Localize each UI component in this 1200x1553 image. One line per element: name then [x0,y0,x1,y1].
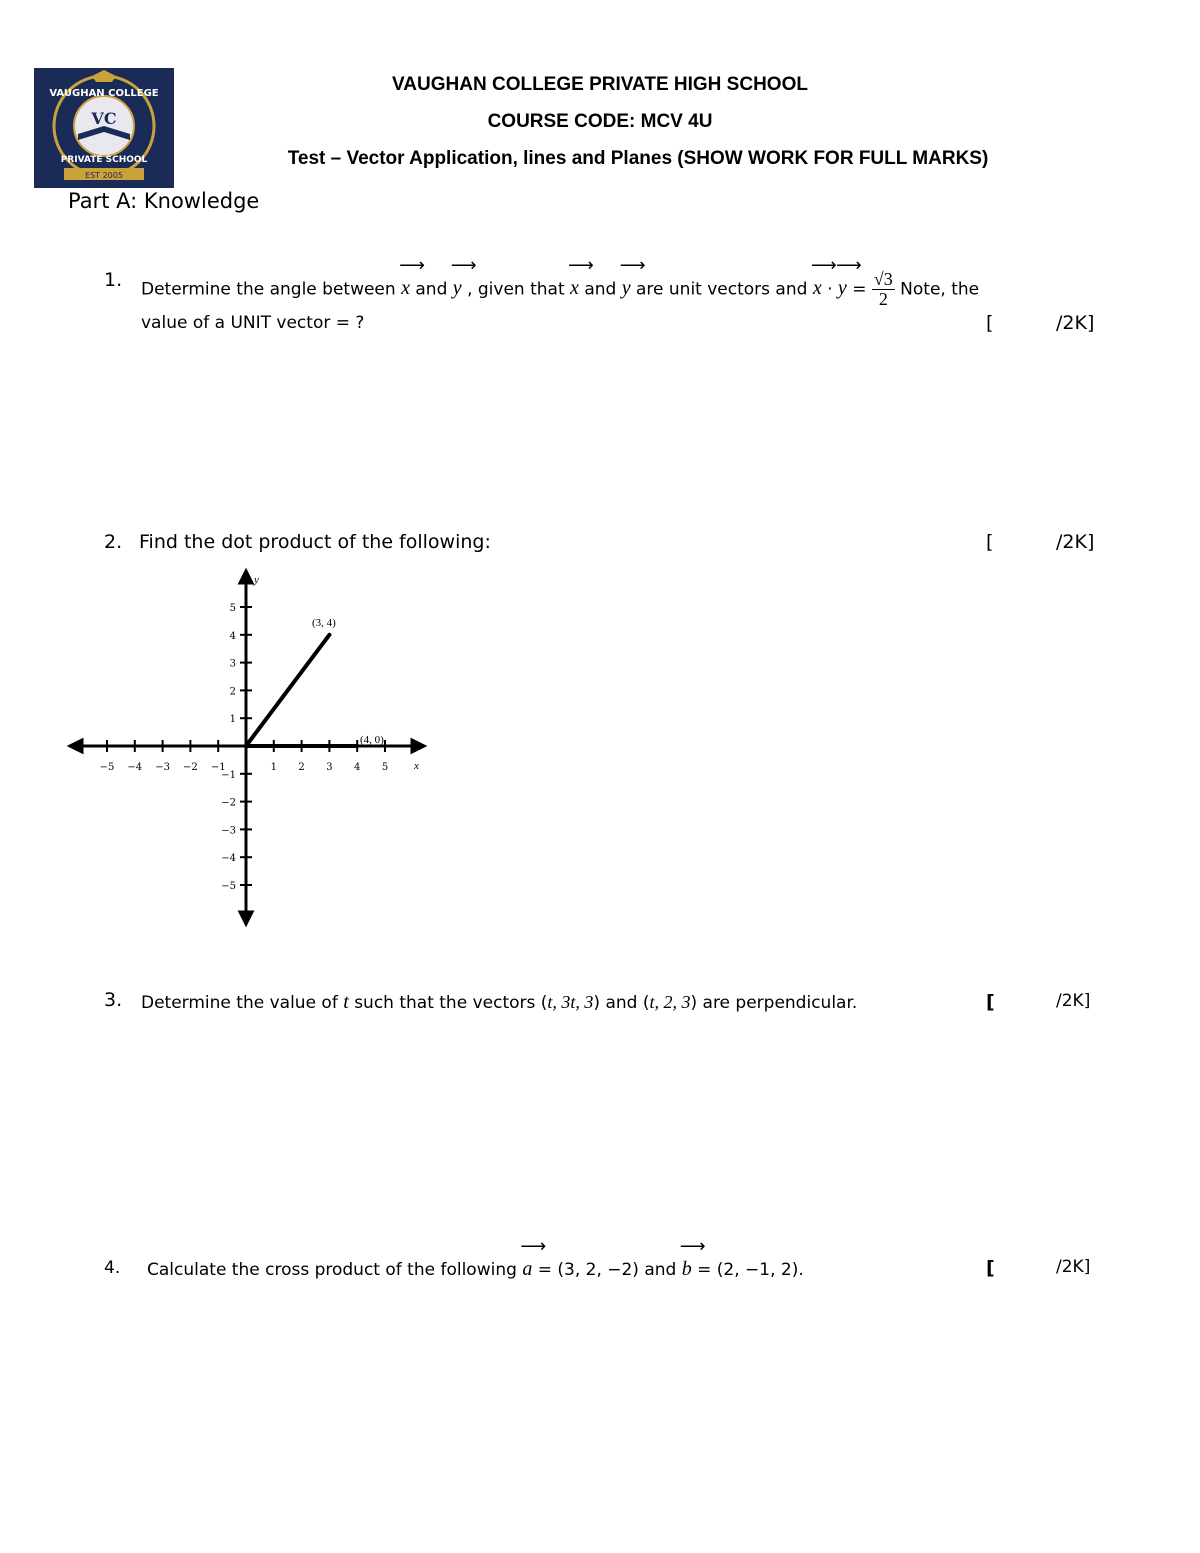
y-axis-up-arrow [240,571,252,583]
q2-bracket: [ [986,531,994,553]
x-tick-label: −3 [155,762,170,773]
q1-and-2: and [584,279,617,300]
q3-number: 3. [104,989,123,1011]
q3-text-1: Determine the value of [141,993,338,1013]
x-tick-label: 4 [354,762,361,773]
q1-text-3: are unit vectors and [636,279,808,300]
x-tick-label: 3 [326,762,333,773]
q2-number: 2. [104,531,123,553]
q2-marks: /2K] [1056,531,1095,553]
y-tick-label: 2 [229,686,236,698]
q4-text-1: Calculate the cross product of the following [147,1260,517,1280]
logo-ring-top: VAUGHAN COLLEGE [49,88,159,99]
arrow-icon: ⟶ [568,255,594,277]
q4-text-2: = (3, 2, −2) and [537,1260,677,1280]
q1-text-1: Determine the angle between [141,279,396,300]
vector-1: t, 3t, 3 [547,992,594,1012]
q3-text-4: ) are perpendicular. [690,993,858,1013]
y-tick-label: 4 [229,630,236,642]
fraction-numerator: √3 [873,269,893,289]
arrow-icon: ⟶ [835,255,862,277]
x-tick-label: 5 [381,762,389,773]
y-tick-label: −4 [221,853,236,865]
test-title: Test – Vector Application, lines and Planes (SHOW WORK FOR FULL MARKS) [287,148,989,169]
q1-note: Note, the [900,279,980,300]
q3-text-3: ) and ( [593,993,650,1013]
q3-text-2: such that the vectors ( [354,993,548,1013]
vector-b: ⟶ b [679,1236,706,1280]
x-axis-right-arrow [412,740,424,752]
logo-ring-bottom: PRIVATE SCHOOL [60,155,148,165]
q1-text-2: , given that [467,279,565,300]
vector-segment-1 [246,635,329,746]
y-tick-label: −1 [221,769,236,781]
arrow-icon: ⟶ [450,255,477,277]
equals-sign: = [852,279,867,300]
vector-y: ⟶ y [619,255,646,300]
x-tick-label: 2 [298,762,305,773]
q3-bracket: [ [986,991,995,1013]
q1-line2: value of a UNIT vector = ? [141,313,365,333]
q2-text: Find the dot product of the following: [139,531,491,553]
point-label-4-0: (4, 0) [360,734,384,746]
y-axis-label: y [254,574,259,586]
x-tick-label: −2 [183,762,198,773]
y-axis-down-arrow [240,912,252,924]
q1-and-1: and [415,279,448,300]
x-axis-left-arrow [70,740,82,752]
y-tick-label: 3 [229,658,236,670]
point-label-3-4: (3, 4) [312,617,336,629]
vector-a: ⟶ a [520,1236,547,1280]
fraction-denominator: 2 [878,288,888,309]
root3-over-2 [872,270,895,309]
q3-line [141,991,857,1014]
section-title: Part A: Knowledge [68,189,260,213]
vector-x: ⟶ x [568,255,594,300]
x-tick-label: 1 [270,762,277,773]
q4-bracket: [ [986,1257,995,1279]
vector-x: ⟶ x [810,255,837,300]
vector-y: ⟶ y [835,255,862,300]
x-tick-label: −4 [127,762,143,773]
y-tick-label: −5 [221,881,236,892]
q1-marks: /2K] [1056,312,1095,334]
q4-text-3: = (2, −1, 2). [697,1260,804,1280]
coordinate-graph [60,565,440,935]
vector-2: t, 2, 3 [649,992,691,1012]
q1-line1 [141,255,980,309]
x-tick-label: −1 [210,762,226,773]
q1-number: 1. [104,269,123,291]
dot-operator: · [827,279,833,300]
x-tick-label: −5 [99,762,115,773]
arrow-icon: ⟶ [619,255,646,277]
y-tick-label: 1 [229,714,236,726]
course-code: COURSE CODE: MCV 4U [487,111,713,132]
q4-number: 4. [104,1258,121,1278]
y-tick-label: −2 [221,797,236,809]
x-axis-label: x [414,760,419,772]
arrow-icon: ⟶ [810,255,837,277]
school-name: VAUGHAN COLLEGE PRIVATE HIGH SCHOOL [392,74,808,95]
arrow-icon: ⟶ [520,1236,547,1257]
arrow-icon: ⟶ [679,1236,706,1257]
q1-bracket: [ [986,312,994,334]
vector-x: ⟶ x [399,255,425,300]
q3-marks: /2K] [1056,991,1091,1011]
q4-marks: /2K] [1056,1257,1091,1277]
variable-t: t [343,991,349,1013]
logo-banner: EST 2005 [85,171,123,180]
vector-y: ⟶ y [450,255,477,300]
arrow-icon: ⟶ [399,255,425,277]
q4-line [147,1236,804,1281]
y-tick-label: 5 [229,603,236,614]
logo-initials: VC [91,109,117,128]
y-tick-label: −3 [221,825,236,837]
